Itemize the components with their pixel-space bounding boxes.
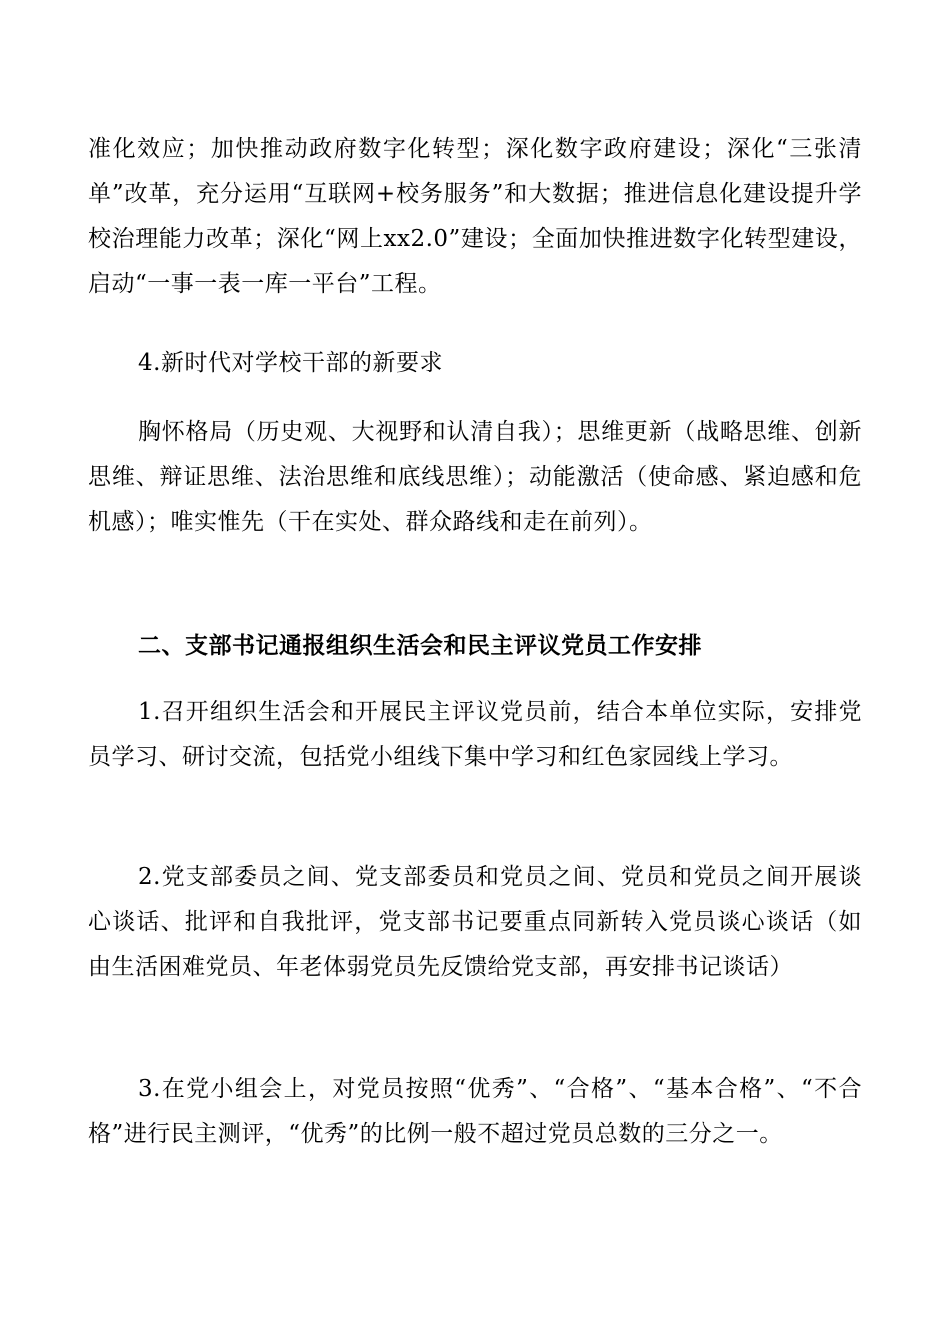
paragraph-item-1: 1.召开组织生活会和开展民主评议党员前，结合本单位实际，安排党员学习、研讨交流，包括党小组线下集中学习和红色家园线上学习。 <box>88 699 862 770</box>
section-heading-2: 二、支部书记通报组织生活会和民主评议党员工作安排 <box>138 633 702 659</box>
paragraph-digital-transformation: 准化效应；加快推动政府数字化转型；深化数字政府建设；深化“三张清单”改革，充分运用“互联网+校务服务”和大数据；推进信息化建设提升学校治理能力改革；深化“网上xx2.0”建设；全面加快推进数字化转型建设，启动“一事一表一库一平台”工程。 <box>88 136 862 297</box>
paragraph-cadre-requirements: 胸怀格局（历史观、大视野和认清自我）；思维更新（战略思维、创新思维、辩证思维、法治思维和底线思维）；动能激活（使命感、紧迫感和危机感）；唯实惟先（干在实处、群众路线和走在前列）。 <box>88 419 862 535</box>
paragraph-item-3: 3.在党小组会上，对党员按照“优秀”、“合格”、“基本合格”、“不合格”进行民主测评，“优秀”的比例一般不超过党员总数的三分之一。 <box>88 1076 862 1147</box>
paragraph-item-2: 2.党支部委员之间、党支部委员和党员之间、党员和党员之间开展谈心谈话、批评和自我批评，党支部书记要重点同新转入党员谈心谈话（如由生活困难党员、年老体弱党员先反馈给党支部，再安排书记谈话） <box>88 864 862 980</box>
subheading-new-requirements: 4.新时代对学校干部的新要求 <box>138 350 443 376</box>
